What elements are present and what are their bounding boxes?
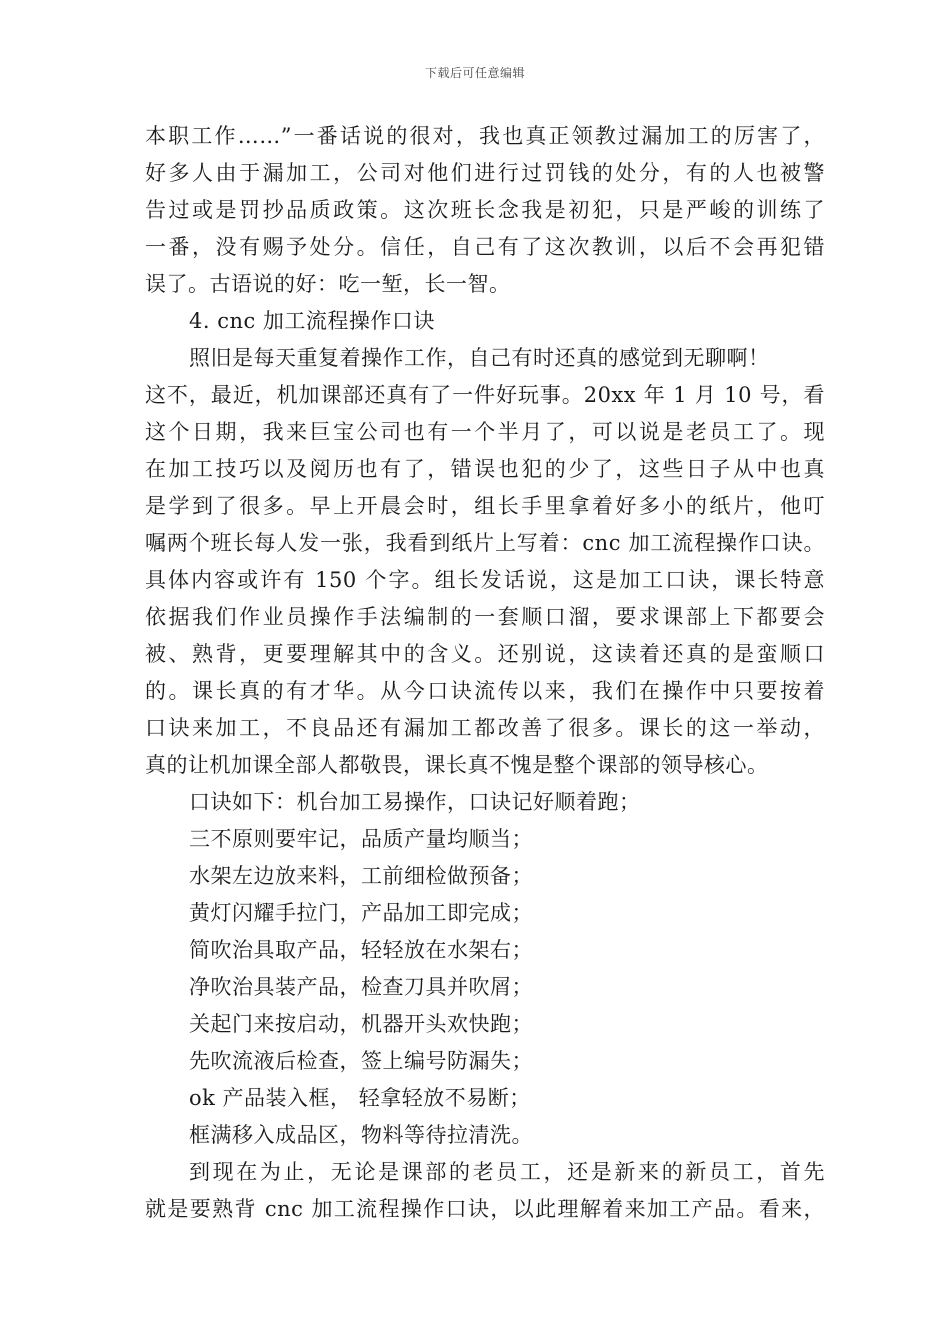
text-line: 真的让机加课全部人都敬畏，课长真不愧是整个课部的领导核心。 [145, 753, 769, 777]
text-line: 依据我们作业员操作手法编制的一套顺口溜，要求课部上下都要会 [145, 605, 825, 629]
text-line: 被、熟背，更要理解其中的含义。还别说，这读着还真的是蛮顺口 [145, 642, 825, 666]
page-header: 下载后可任意编辑 [424, 66, 525, 80]
document-body [145, 118, 825, 1228]
verse-line: ok 产品装入框， 轻拿轻放不易断； [189, 1086, 531, 1110]
text-line: 就是要熟背 cnc 加工流程操作口诀，以此理解着来加工产品。看来， [145, 1197, 825, 1221]
text-line: 在加工技巧以及阅历也有了，错误也犯的少了，这些日子从中也真 [145, 457, 825, 481]
text-line: 好多人由于漏加工，公司对他们进行过罚钱的处分，有的人也被警 [145, 161, 825, 185]
verse-line: 先吹流液后检查，签上编号防漏失； [189, 1049, 533, 1073]
paragraph-start: 到现在为止，无论是课部的老员工，还是新来的新员工，首先 [189, 1160, 825, 1184]
verse-line: 简吹治具取产品，轻轻放在水架右； [189, 938, 533, 962]
text-line: 是学到了很多。早上开晨会时，组长手里拿着好多小的纸片，他叮 [145, 494, 825, 518]
text-line: 这不，最近，机加课部还真有了一件好玩事。20xx 年 1 月 10 号，看 [145, 383, 825, 407]
verse-line: 水架左边放来料，工前细检做预备； [189, 864, 533, 888]
verse-line: 三不原则要牢记，品质产量均顺当； [189, 827, 533, 851]
text-line: 口诀来加工，不良品还有漏加工都改善了很多。课长的这一举动， [145, 716, 825, 740]
text-line: 的。课长真的有才华。从今口诀流传以来，我们在操作中只要按着 [145, 679, 825, 703]
text-line: 嘱两个班长每人发一张，我看到纸片上写着：cnc 加工流程操作口诀。 [145, 531, 825, 555]
text-line: 告过或是罚抄品质政策。这次班长念我是初犯，只是严峻的训练了 [145, 198, 825, 222]
text-line: 本职工作……”一番话说的很对，我也真正领教过漏加工的厉害了， [145, 124, 825, 148]
verse-line: 关起门来按启动，机器开头欢快跑； [189, 1012, 533, 1036]
text-line: 误了。古语说的好：吃一堑，长一智。 [145, 272, 511, 296]
text-line: 一番，没有赐予处分。信任，自己有了这次教训，以后不会再犯错 [145, 235, 825, 259]
verse-line: 净吹治具装产品，检查刀具并吹屑； [189, 975, 533, 999]
verse-line: 框满移入成品区，物料等待拉清洗。 [189, 1123, 533, 1147]
verse-line: 口诀如下：机台加工易操作，口诀记好顺着跑； [189, 790, 641, 814]
section-heading: 4. cnc 加工流程操作口诀 [189, 309, 435, 333]
verse-line: 黄灯闪耀手拉门，产品加工即完成； [189, 901, 533, 925]
paragraph-start: 照旧是每天重复着操作工作，自己有时还真的感觉到无聊啊！ [189, 346, 770, 370]
text-line: 具体内容或许有 150 个字。组长发话说，这是加工口诀，课长特意 [145, 568, 825, 592]
text-line: 这个日期，我来巨宝公司也有一个半月了，可以说是老员工了。现 [145, 420, 825, 444]
